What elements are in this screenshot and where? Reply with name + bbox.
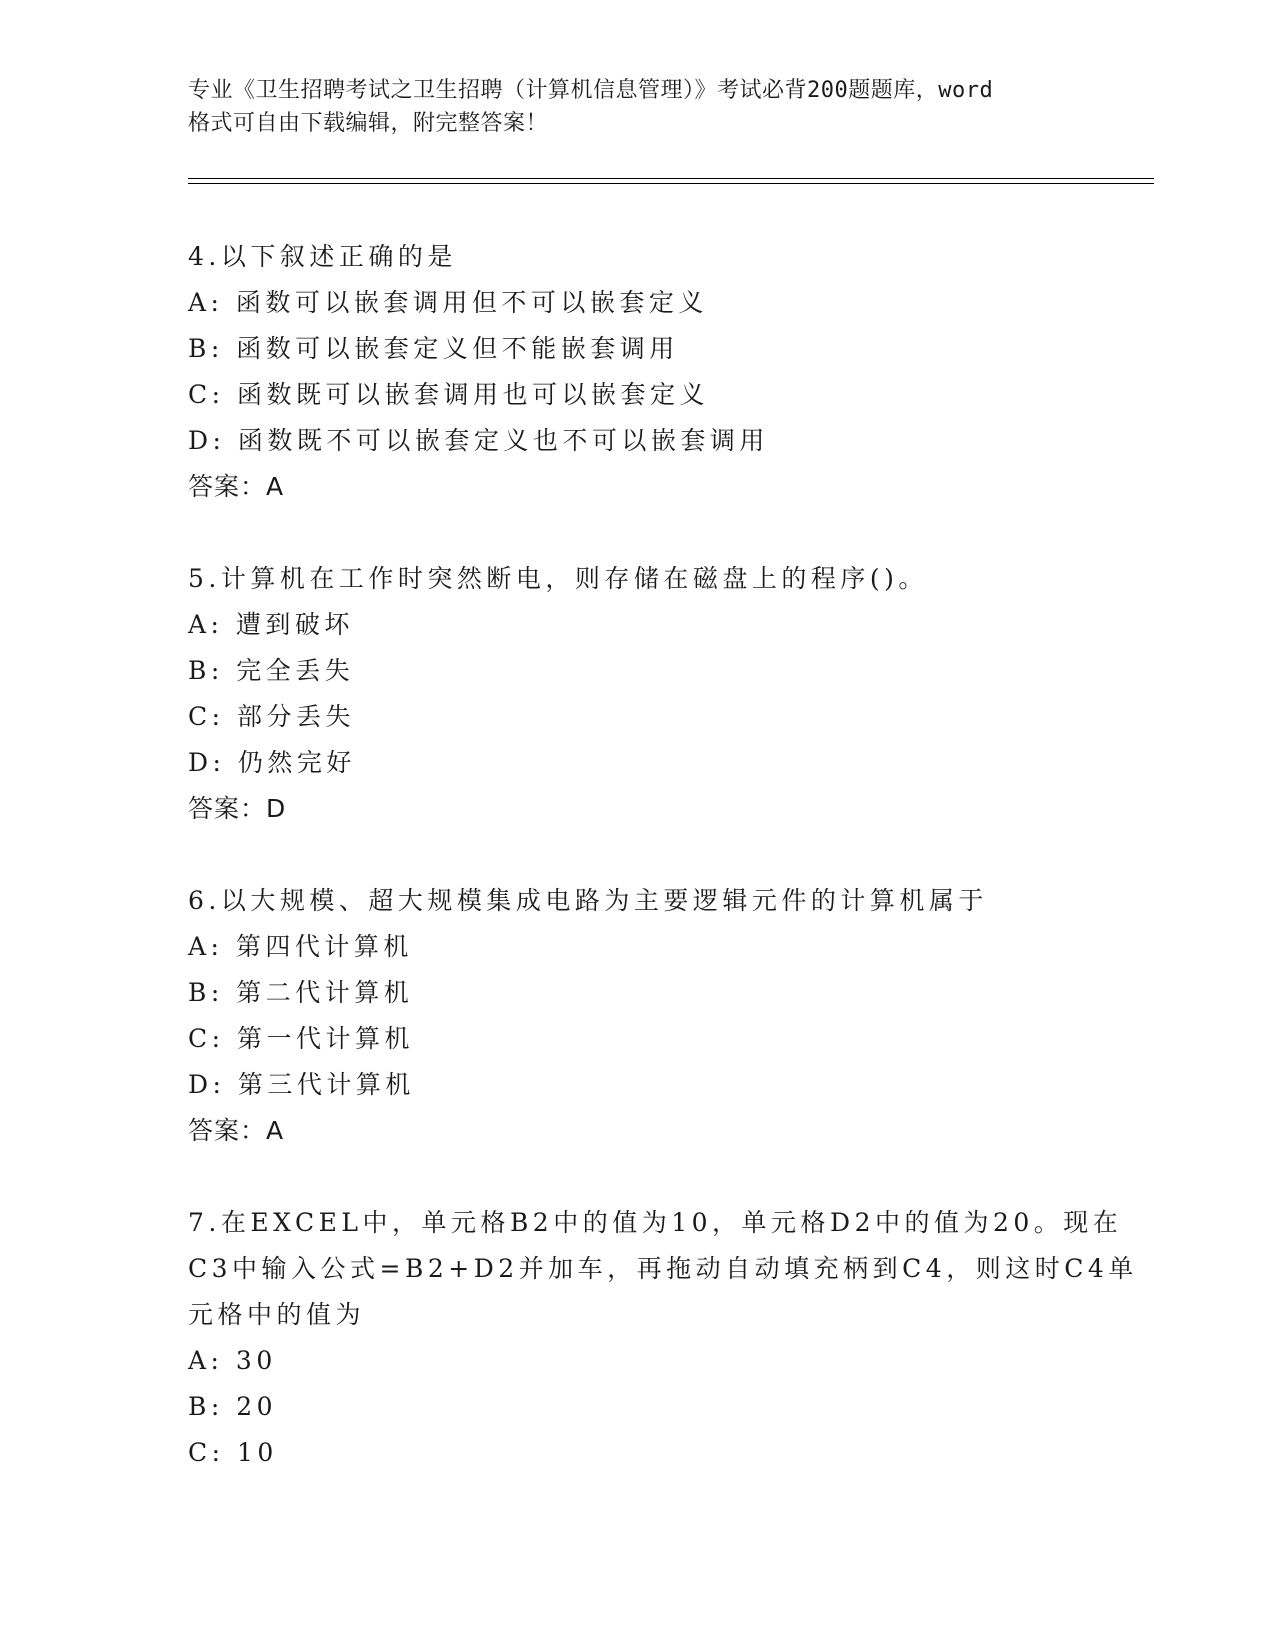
answer-line: 答案：D	[188, 794, 287, 823]
option-a: A: 第四代计算机	[188, 932, 413, 961]
header-line-1: 专业《卫生招聘考试之卫生招聘（计算机信息管理）》考试必背200题题库，word	[188, 78, 994, 103]
header-line-2: 格式可自由下载编辑，附完整答案！	[188, 111, 549, 136]
document-header	[188, 74, 1088, 140]
question-stem-line-2: C3中输入公式=B2+D2并加车，再拖动自动填充柄到C4，则这时C4单	[188, 1254, 1138, 1283]
header-divider-bottom	[188, 183, 1154, 184]
question-5	[188, 556, 1088, 832]
question-list	[188, 234, 1138, 1522]
option-c: C: 10	[188, 1438, 278, 1467]
option-c: C: 函数既可以嵌套调用也可以嵌套定义	[188, 380, 709, 409]
question-6	[188, 878, 1088, 1154]
question-stem: 5.计算机在工作时突然断电，则存储在磁盘上的程序()。	[188, 564, 928, 593]
question-stem-line-3: 元格中的值为	[188, 1300, 366, 1329]
option-a: A: 函数可以嵌套调用但不可以嵌套定义	[188, 288, 708, 317]
option-b: B: 20	[188, 1392, 278, 1421]
question-4	[188, 234, 1088, 510]
answer-line: 答案：A	[188, 1116, 285, 1145]
question-stem-line-1: 7.在EXCEL中，单元格B2中的值为10，单元格D2中的值为20。现在	[188, 1208, 1123, 1237]
option-a: A: 30	[188, 1346, 277, 1375]
option-d: D: 第三代计算机	[188, 1070, 415, 1099]
option-d: D: 函数既不可以嵌套定义也不可以嵌套调用	[188, 426, 769, 455]
option-c: C: 部分丢失	[188, 702, 355, 731]
question-7	[188, 1200, 1138, 1476]
option-b: B: 函数可以嵌套定义但不能嵌套调用	[188, 334, 679, 363]
header-divider-top	[188, 178, 1154, 179]
answer-line: 答案：A	[188, 472, 285, 501]
option-b: B: 第二代计算机	[188, 978, 414, 1007]
question-stem: 6.以大规模、超大规模集成电路为主要逻辑元件的计算机属于	[188, 886, 988, 915]
option-c: C: 第一代计算机	[188, 1024, 414, 1053]
option-a: A: 遭到破坏	[188, 610, 354, 639]
question-stem: 4.以下叙述正确的是	[188, 242, 457, 271]
option-d: D: 仍然完好	[188, 748, 356, 777]
option-b: B: 完全丢失	[188, 656, 355, 685]
